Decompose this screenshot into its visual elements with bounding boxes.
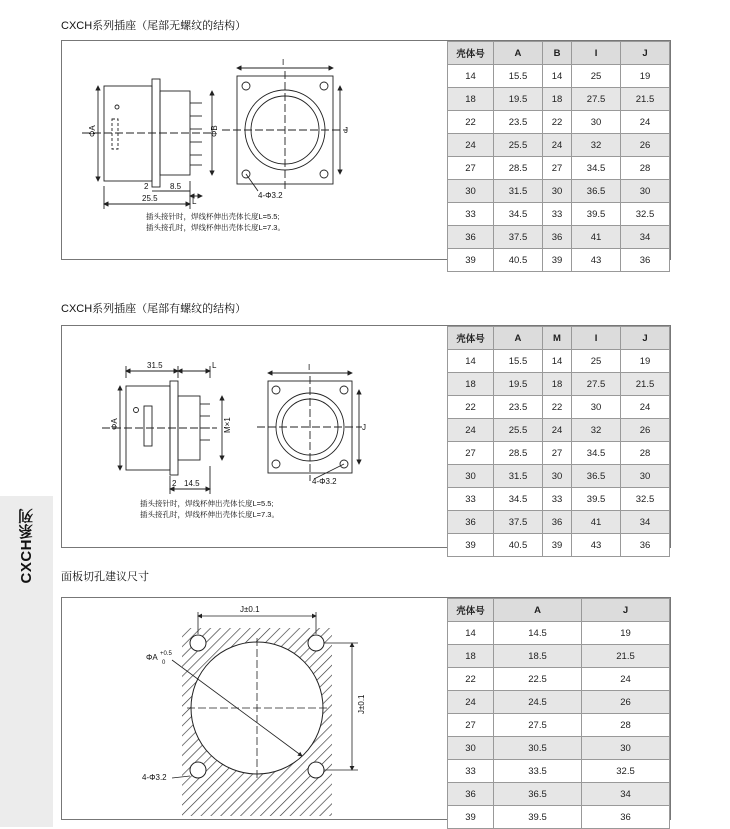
header-cell: J — [582, 599, 670, 622]
header-cell: 壳体号 — [448, 599, 494, 622]
table-cell: 18 — [448, 373, 494, 396]
dim-2: 2 — [144, 182, 149, 191]
note-socket: 插头接孔时，焊线杯伸出壳体长度L=7.3。 — [140, 510, 279, 519]
table-row — [448, 737, 670, 760]
table-cell: 18 — [542, 373, 571, 396]
table-cell: 41 — [572, 226, 621, 249]
table-cell: 36 — [542, 226, 571, 249]
section2-title: CXCH系列插座（尾部有螺纹的结构） — [61, 303, 247, 315]
table-row — [448, 806, 670, 829]
table-row — [448, 226, 670, 249]
spec-table-1 — [447, 41, 670, 272]
table-cell: 27 — [542, 442, 571, 465]
note-pin: 插头接针时，焊线杯伸出壳体长度L=5.5; — [140, 499, 274, 508]
table-row — [448, 157, 670, 180]
table-cell: 43 — [572, 249, 621, 272]
dim-J-right: J±0.1 — [357, 694, 366, 714]
table-cell: 33.5 — [494, 760, 582, 783]
table-cell: 27 — [542, 157, 571, 180]
side-view — [102, 366, 222, 494]
section3-title: 面板切孔建议尺寸 — [61, 571, 149, 583]
note-socket: 插头接孔时，焊线杯伸出壳体长度L=7.3。 — [146, 223, 285, 232]
table-cell: 33 — [448, 760, 494, 783]
dim-phiA: ΦA — [88, 125, 97, 137]
table-cell: 18 — [542, 88, 571, 111]
table-cell: 26 — [621, 134, 670, 157]
table-cell: 33 — [448, 203, 494, 226]
table-cell: 18.5 — [494, 645, 582, 668]
table-cell: 36.5 — [494, 783, 582, 806]
table-cell: 22.5 — [494, 668, 582, 691]
table-row — [448, 668, 670, 691]
table-cell: 34.5 — [572, 442, 621, 465]
table-cell: 19 — [621, 65, 670, 88]
dim-I: I — [282, 58, 285, 67]
header-cell: I — [572, 42, 621, 65]
table-row — [448, 534, 670, 557]
table-row — [448, 373, 670, 396]
spec-table-2 — [447, 326, 670, 557]
table-cell: 32.5 — [621, 488, 670, 511]
header-cell: 壳体号 — [448, 327, 494, 350]
table-cell: 15.5 — [494, 350, 543, 373]
table-cell: 22 — [542, 396, 571, 419]
table-cell: 39.5 — [572, 488, 621, 511]
header-cell: J — [621, 327, 670, 350]
table-cell: 36 — [621, 249, 670, 272]
header-cell: I — [572, 327, 621, 350]
table-cell: 28 — [621, 157, 670, 180]
table-cell: 21.5 — [621, 373, 670, 396]
table-cell: 24 — [448, 691, 494, 714]
table-row — [448, 203, 670, 226]
header-cell: B — [542, 42, 571, 65]
table-cell: 23.5 — [494, 111, 543, 134]
dim-L: L — [192, 197, 197, 206]
section1-panel — [61, 40, 671, 266]
dim-L: L — [212, 361, 217, 370]
table-cell: 30 — [448, 180, 494, 203]
table-cell: 24 — [582, 668, 670, 691]
table-cell: 30 — [448, 737, 494, 760]
table-cell: 25 — [572, 350, 621, 373]
table-cell: 36 — [621, 534, 670, 557]
table-cell: 27.5 — [572, 373, 621, 396]
table-cell: 14.5 — [494, 622, 582, 645]
table-row — [448, 419, 670, 442]
table-cell: 30 — [621, 465, 670, 488]
table-cell: 24 — [542, 134, 571, 157]
table-cell: 31.5 — [494, 180, 543, 203]
table-cell: 33 — [448, 488, 494, 511]
table-cell: 39.5 — [572, 203, 621, 226]
table-cell: 26 — [582, 691, 670, 714]
table-row — [448, 350, 670, 373]
table-cell: 24 — [448, 419, 494, 442]
table-cell: 21.5 — [621, 88, 670, 111]
table-cell: 27 — [448, 442, 494, 465]
table-cell: 25.5 — [494, 419, 543, 442]
table-cell: 32 — [572, 419, 621, 442]
table-row — [448, 442, 670, 465]
table-cell: 30 — [582, 737, 670, 760]
table-cell: 15.5 — [494, 65, 543, 88]
table-cell: 14 — [448, 350, 494, 373]
dim-phiA: ΦA — [110, 418, 119, 430]
table-cell: 39 — [448, 249, 494, 272]
table-cell: 22 — [448, 111, 494, 134]
dim-31-5: 31.5 — [147, 361, 163, 370]
dim-2: 2 — [172, 479, 177, 488]
table-cell: 24 — [621, 396, 670, 419]
table-row — [448, 511, 670, 534]
table-cell: 41 — [572, 511, 621, 534]
side-tab-label: CXCH系列 — [18, 508, 35, 584]
table-cell: 34 — [621, 226, 670, 249]
table-cell: 36 — [582, 806, 670, 829]
table-cell: 30 — [572, 396, 621, 419]
note-pin: 插头接针时，焊线杯伸出壳体长度L=5.5; — [146, 212, 280, 221]
table-row — [448, 396, 670, 419]
table-cell: 18 — [448, 645, 494, 668]
table-cell: 28.5 — [494, 442, 543, 465]
table-cell: 28.5 — [494, 157, 543, 180]
table-cell: 36.5 — [572, 180, 621, 203]
table-cell: 32 — [572, 134, 621, 157]
dim-phiB: ΦB — [210, 125, 219, 137]
table-cell: 28 — [621, 442, 670, 465]
table-row — [448, 488, 670, 511]
table-cell: 30 — [572, 111, 621, 134]
table-cell: 34 — [582, 783, 670, 806]
table-cell: 37.5 — [494, 511, 543, 534]
header-cell: A — [494, 327, 543, 350]
dim-J: J — [362, 423, 366, 432]
front-view — [222, 68, 347, 191]
section3-panel — [61, 597, 671, 823]
header-cell: J — [621, 42, 670, 65]
table-cell: 19 — [582, 622, 670, 645]
table-cell: 30 — [542, 180, 571, 203]
table-cell: 43 — [572, 534, 621, 557]
table-row — [448, 645, 670, 668]
table-cell: 34.5 — [572, 157, 621, 180]
table-row — [448, 65, 670, 88]
front-view — [257, 373, 362, 481]
table-cell: 37.5 — [494, 226, 543, 249]
table-cell: 14 — [542, 65, 571, 88]
table-cell: 34.5 — [494, 203, 543, 226]
table-cell: 27 — [448, 157, 494, 180]
table-cell: 33 — [542, 488, 571, 511]
dim-8-5: 8.5 — [170, 182, 182, 191]
table-cell: 30.5 — [494, 737, 582, 760]
table-cell: 30 — [542, 465, 571, 488]
table-cell: 39 — [448, 806, 494, 829]
table-cell: 24 — [542, 419, 571, 442]
table-cell: 14 — [448, 622, 494, 645]
table-cell: 19.5 — [494, 88, 543, 111]
dim-tol-zero: 0 — [162, 660, 166, 666]
table-cell: 32.5 — [582, 760, 670, 783]
table-cell: 24 — [621, 111, 670, 134]
table-cell: 36 — [448, 783, 494, 806]
table-cell: 23.5 — [494, 396, 543, 419]
table-cell: 34.5 — [494, 488, 543, 511]
table-cell: 39 — [542, 534, 571, 557]
table-row — [448, 88, 670, 111]
table-cell: 25 — [572, 65, 621, 88]
table-cell: 22 — [542, 111, 571, 134]
table-cell: 27.5 — [572, 88, 621, 111]
table-row — [448, 760, 670, 783]
table-cell: 31.5 — [494, 465, 543, 488]
table-row — [448, 465, 670, 488]
table-row — [448, 714, 670, 737]
table-cell: 40.5 — [494, 534, 543, 557]
table-cell: 24.5 — [494, 691, 582, 714]
table-cell: 25.5 — [494, 134, 543, 157]
table-cell: 24 — [448, 134, 494, 157]
dim-14-5: 14.5 — [184, 479, 200, 488]
dim-25-5: 25.5 — [142, 194, 158, 203]
dim-J: J — [344, 126, 348, 135]
table-cell: 22 — [448, 396, 494, 419]
table-cell: 39.5 — [494, 806, 582, 829]
table-cell: 27 — [448, 714, 494, 737]
table-row — [448, 622, 670, 645]
table-cell: 36.5 — [572, 465, 621, 488]
header-cell: A — [494, 42, 543, 65]
section3-drawing — [62, 598, 442, 819]
table-cell: 14 — [448, 65, 494, 88]
table-cell: 18 — [448, 88, 494, 111]
table-cell: 36 — [448, 511, 494, 534]
table-row — [448, 249, 670, 272]
table-cell: 28 — [582, 714, 670, 737]
dim-holes: 4-Φ3.2 — [258, 191, 283, 200]
table-cell: 39 — [448, 534, 494, 557]
table-cell: 33 — [542, 203, 571, 226]
table-cell: 36 — [448, 226, 494, 249]
dim-holes: 4-Φ3.2 — [312, 477, 337, 486]
dim-M1: M×1 — [223, 417, 232, 433]
dim-phiA: ΦA — [146, 653, 158, 662]
dim-tol-plus: +0.5 — [160, 651, 172, 657]
section2-panel — [61, 325, 671, 551]
table-cell: 34 — [621, 511, 670, 534]
table-row — [448, 134, 670, 157]
spec-table-3 — [447, 598, 670, 829]
dim-J-top: J±0.1 — [240, 605, 260, 614]
table-cell: 14 — [542, 350, 571, 373]
table-cell: 30 — [448, 465, 494, 488]
table-cell: 26 — [621, 419, 670, 442]
table-cell: 19.5 — [494, 373, 543, 396]
section1-title: CXCH系列插座（尾部无螺纹的结构） — [61, 20, 247, 32]
table-row — [448, 111, 670, 134]
header-cell: 壳体号 — [448, 42, 494, 65]
table-cell: 40.5 — [494, 249, 543, 272]
table-row — [448, 783, 670, 806]
table-cell: 36 — [542, 511, 571, 534]
table-cell: 19 — [621, 350, 670, 373]
table-row — [448, 180, 670, 203]
table-cell: 39 — [542, 249, 571, 272]
header-cell: M — [542, 327, 571, 350]
table-cell: 32.5 — [621, 203, 670, 226]
table-cell: 22 — [448, 668, 494, 691]
table-cell: 21.5 — [582, 645, 670, 668]
table-row — [448, 691, 670, 714]
table-cell: 27.5 — [494, 714, 582, 737]
header-cell: A — [494, 599, 582, 622]
table-cell: 30 — [621, 180, 670, 203]
dim-holes: 4-Φ3.2 — [142, 773, 167, 782]
dim-I: I — [308, 363, 311, 372]
